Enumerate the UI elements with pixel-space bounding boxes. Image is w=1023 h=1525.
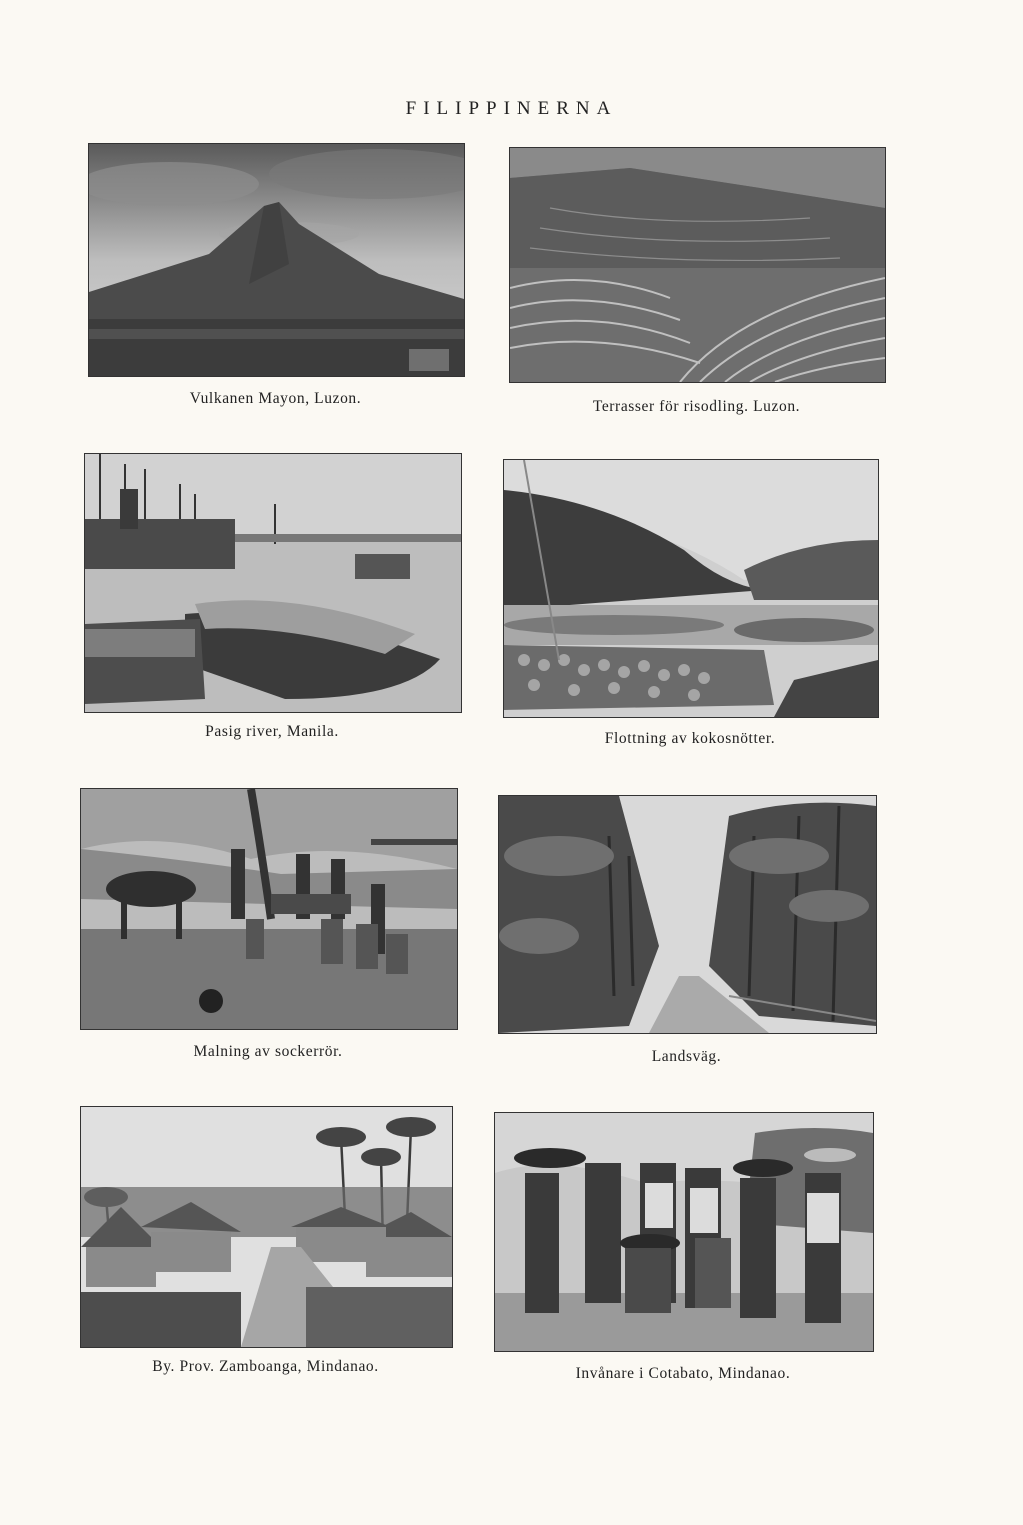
- photo-rice-terraces: [509, 147, 886, 383]
- caption-pasig-river: Pasig river, Manila.: [205, 723, 339, 740]
- caption-inhabitants-cotabato: Invånare i Cotabato, Mindanao.: [575, 1365, 791, 1382]
- caption-mayon-volcano: Vulkanen Mayon, Luzon.: [189, 390, 362, 407]
- photo-sugarcane-milling: [80, 788, 458, 1030]
- photo-country-road: [498, 795, 877, 1034]
- caption-rice-terraces: Terrasser för risodling. Luzon.: [592, 398, 801, 415]
- photo-inhabitants-cotabato: [494, 1112, 874, 1352]
- caption-village-zamboanga: By. Prov. Zamboanga, Mindanao.: [152, 1358, 379, 1375]
- photo-mayon-volcano: [88, 143, 465, 377]
- photo-pasig-river: [84, 453, 462, 713]
- caption-coconut-floating: Flottning av kokosnötter.: [604, 730, 776, 747]
- caption-sugarcane-milling: Malning av sockerrör.: [193, 1043, 343, 1060]
- page-title: FILIPPINERNA: [405, 98, 618, 119]
- photo-coconut-floating: [503, 459, 879, 718]
- caption-country-road: Landsväg.: [651, 1048, 722, 1065]
- photo-village-zamboanga: [80, 1106, 453, 1348]
